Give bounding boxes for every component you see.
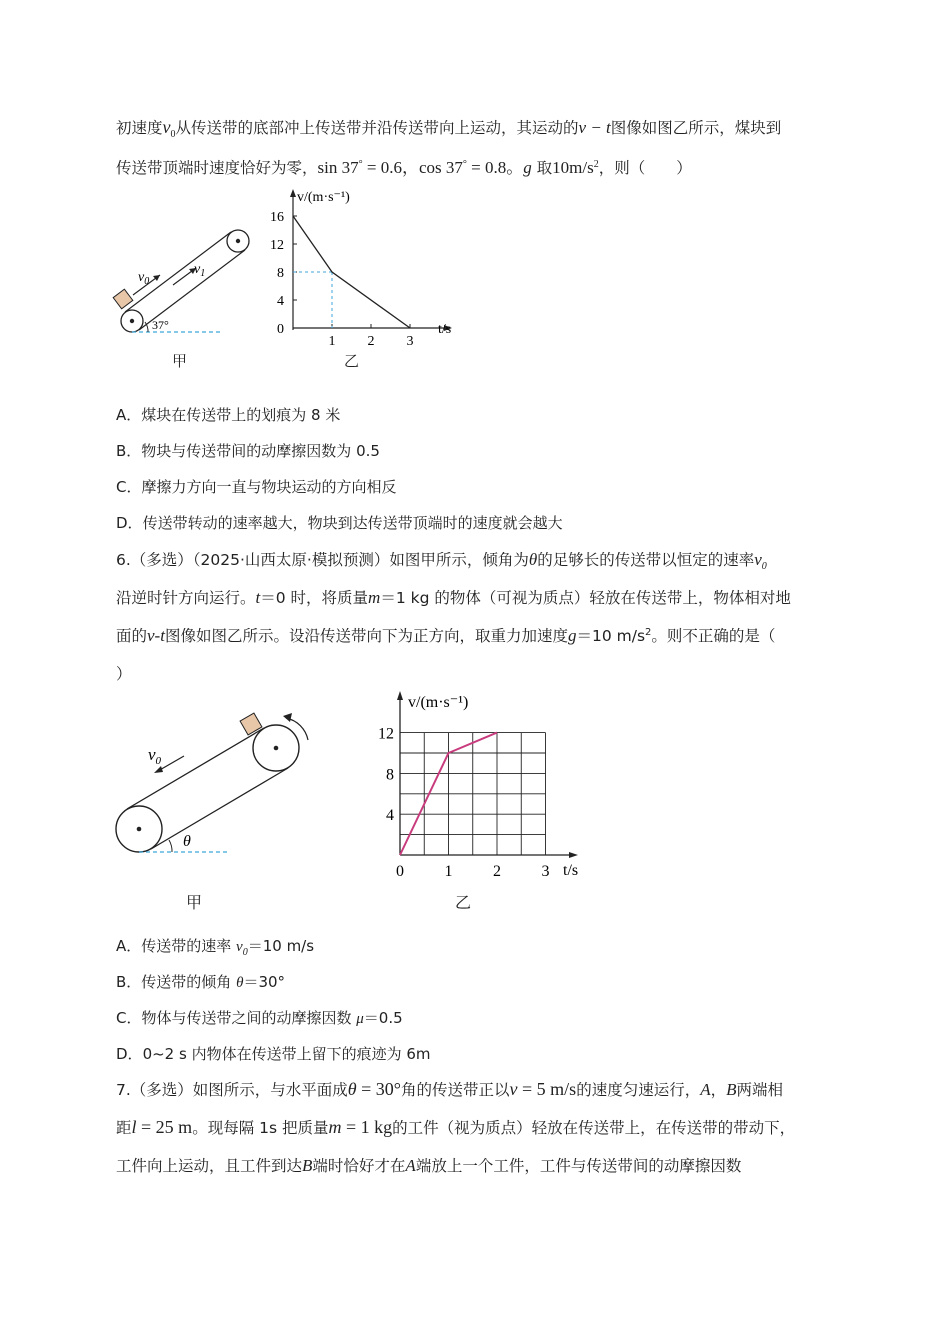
q5-x-axis-label: t/s xyxy=(438,322,452,337)
q5-y-tick-label: 16 xyxy=(270,210,284,225)
q5-y-tick-label: 0 xyxy=(277,322,284,337)
q6-line-1: 6.（多选）（2025·山西太原·模拟预测）如图甲所示，倾角为θ的足够长的传送带以恒定的速率$v_0$ xyxy=(116,550,767,573)
q6-origin-label: 0 xyxy=(396,863,404,880)
q5-series-line xyxy=(293,216,410,328)
q6-y-tick-label: 8 xyxy=(386,766,394,784)
q5-x-tick-label: 3 xyxy=(406,334,414,345)
q5-block xyxy=(113,289,133,309)
q6-x-tick-label: 3 xyxy=(541,863,550,880)
q5-line-2: 传送带顶端时速度恰好为零，sin 37° = 0.6，cos 37° = 0.8。g 取$10m/s^2$，则（ ） xyxy=(116,158,692,177)
q6-x-tick-label: 2 xyxy=(493,863,501,880)
q5-y-axis-label: v/(m·s⁻¹) xyxy=(297,190,350,205)
q7-line-3: 工件向上运动，且工件到达B端时恰好才在A端放上一个工件，工件与传送带间的动摩擦因数 xyxy=(116,1156,742,1175)
q6-option-a[interactable]: A．传送带的速率 $v_0=10$ m/s xyxy=(116,937,315,958)
q6-line-2: 沿逆时针方向运行。t＝0 时，将质量m＝1 kg 的物体（可视为质点）轻放在传送带上，物体相对地 xyxy=(116,588,791,607)
q6-x-axis-arrow xyxy=(569,852,578,858)
q7-line-2: 距l = 25 m。现每隔 1s 把质量m = 1 kg的工件（视为质点）轻放在传送带上，在传送带的带动下， xyxy=(116,1117,796,1137)
q5-y-tick-label: 8 xyxy=(277,266,284,281)
q5-v1-label: $v_1$ xyxy=(194,262,206,279)
q6-y-axis-label: v/(m·s⁻¹) xyxy=(408,694,469,711)
q6-x-tick-label: 1 xyxy=(444,863,453,880)
q6-y-axis-arrow xyxy=(397,691,403,700)
q6-y-tick-label: 12 xyxy=(378,725,394,743)
q6-y-tick-label: 4 xyxy=(386,807,394,825)
q5-y-tick-label: 4 xyxy=(277,294,284,309)
q5-x-tick-label: 2 xyxy=(367,334,375,345)
q5-fig-jia-caption: 甲 xyxy=(172,352,188,370)
q5-v0-label: $v_0$ xyxy=(138,270,150,287)
q6-fig-yi-caption: 乙 xyxy=(455,893,472,912)
q5-fig-yi-caption: 乙 xyxy=(344,352,360,370)
q5-option-a[interactable]: A．煤块在传送带上的划痕为 8 米 xyxy=(116,406,341,424)
q5-y-tick-label: 12 xyxy=(270,238,284,253)
q6-x-axis-label: t/s xyxy=(563,862,579,879)
q5-y-axis-arrow xyxy=(290,189,296,197)
q5-option-b[interactable]: B．物块与传送带间的动摩擦因数为 0.5 xyxy=(116,442,380,460)
q5-line-1: 初速度$v_0$从传送带的底部冲上传送带并沿传送带向上运动，其运动的v − t图像如图乙所示，煤块到 xyxy=(116,117,782,141)
q6-option-b[interactable]: B．传送带的倾角 θ＝30° xyxy=(116,973,286,991)
q5-option-d[interactable]: D．传送带转动的速率越大，物块到达传送带顶端时的速度就会越大 xyxy=(116,514,563,532)
q6-conveyor-belt xyxy=(116,725,299,852)
q6-angle-label: θ xyxy=(183,833,191,850)
q5-x-tick-label: 1 xyxy=(328,334,336,345)
q6-vt-chart xyxy=(360,685,600,885)
q5-angle-label: 37° xyxy=(152,318,169,332)
q6-v0-label: $v_0$ xyxy=(148,745,162,767)
q5-vt-chart xyxy=(268,185,468,345)
q6-line-3: 面的v-t图像如图乙所示。设沿传送带向下为正方向，取重力加速度g＝10 $m/s^2$。则不正确的是（ xyxy=(116,626,776,645)
q5-option-c[interactable]: C．摩擦力方向一直与物块运动的方向相反 xyxy=(116,478,397,496)
q6-fig-jia-caption: 甲 xyxy=(186,893,203,912)
q7-line-1: 7.（多选）如图所示，与水平面成θ = 30°角的传送带正以v = 5 m/s的速度匀速运行，A，B两端相 xyxy=(116,1079,784,1099)
q6-option-c[interactable]: C．物体与传送带之间的动摩擦因数 μ＝0.5 xyxy=(116,1009,403,1027)
q6-line-4: ） xyxy=(116,665,132,683)
q6-option-d[interactable]: D．0~2 s 内物体在传送带上留下的痕迹为 6m xyxy=(116,1045,431,1063)
q6-fig-jia xyxy=(108,700,338,870)
